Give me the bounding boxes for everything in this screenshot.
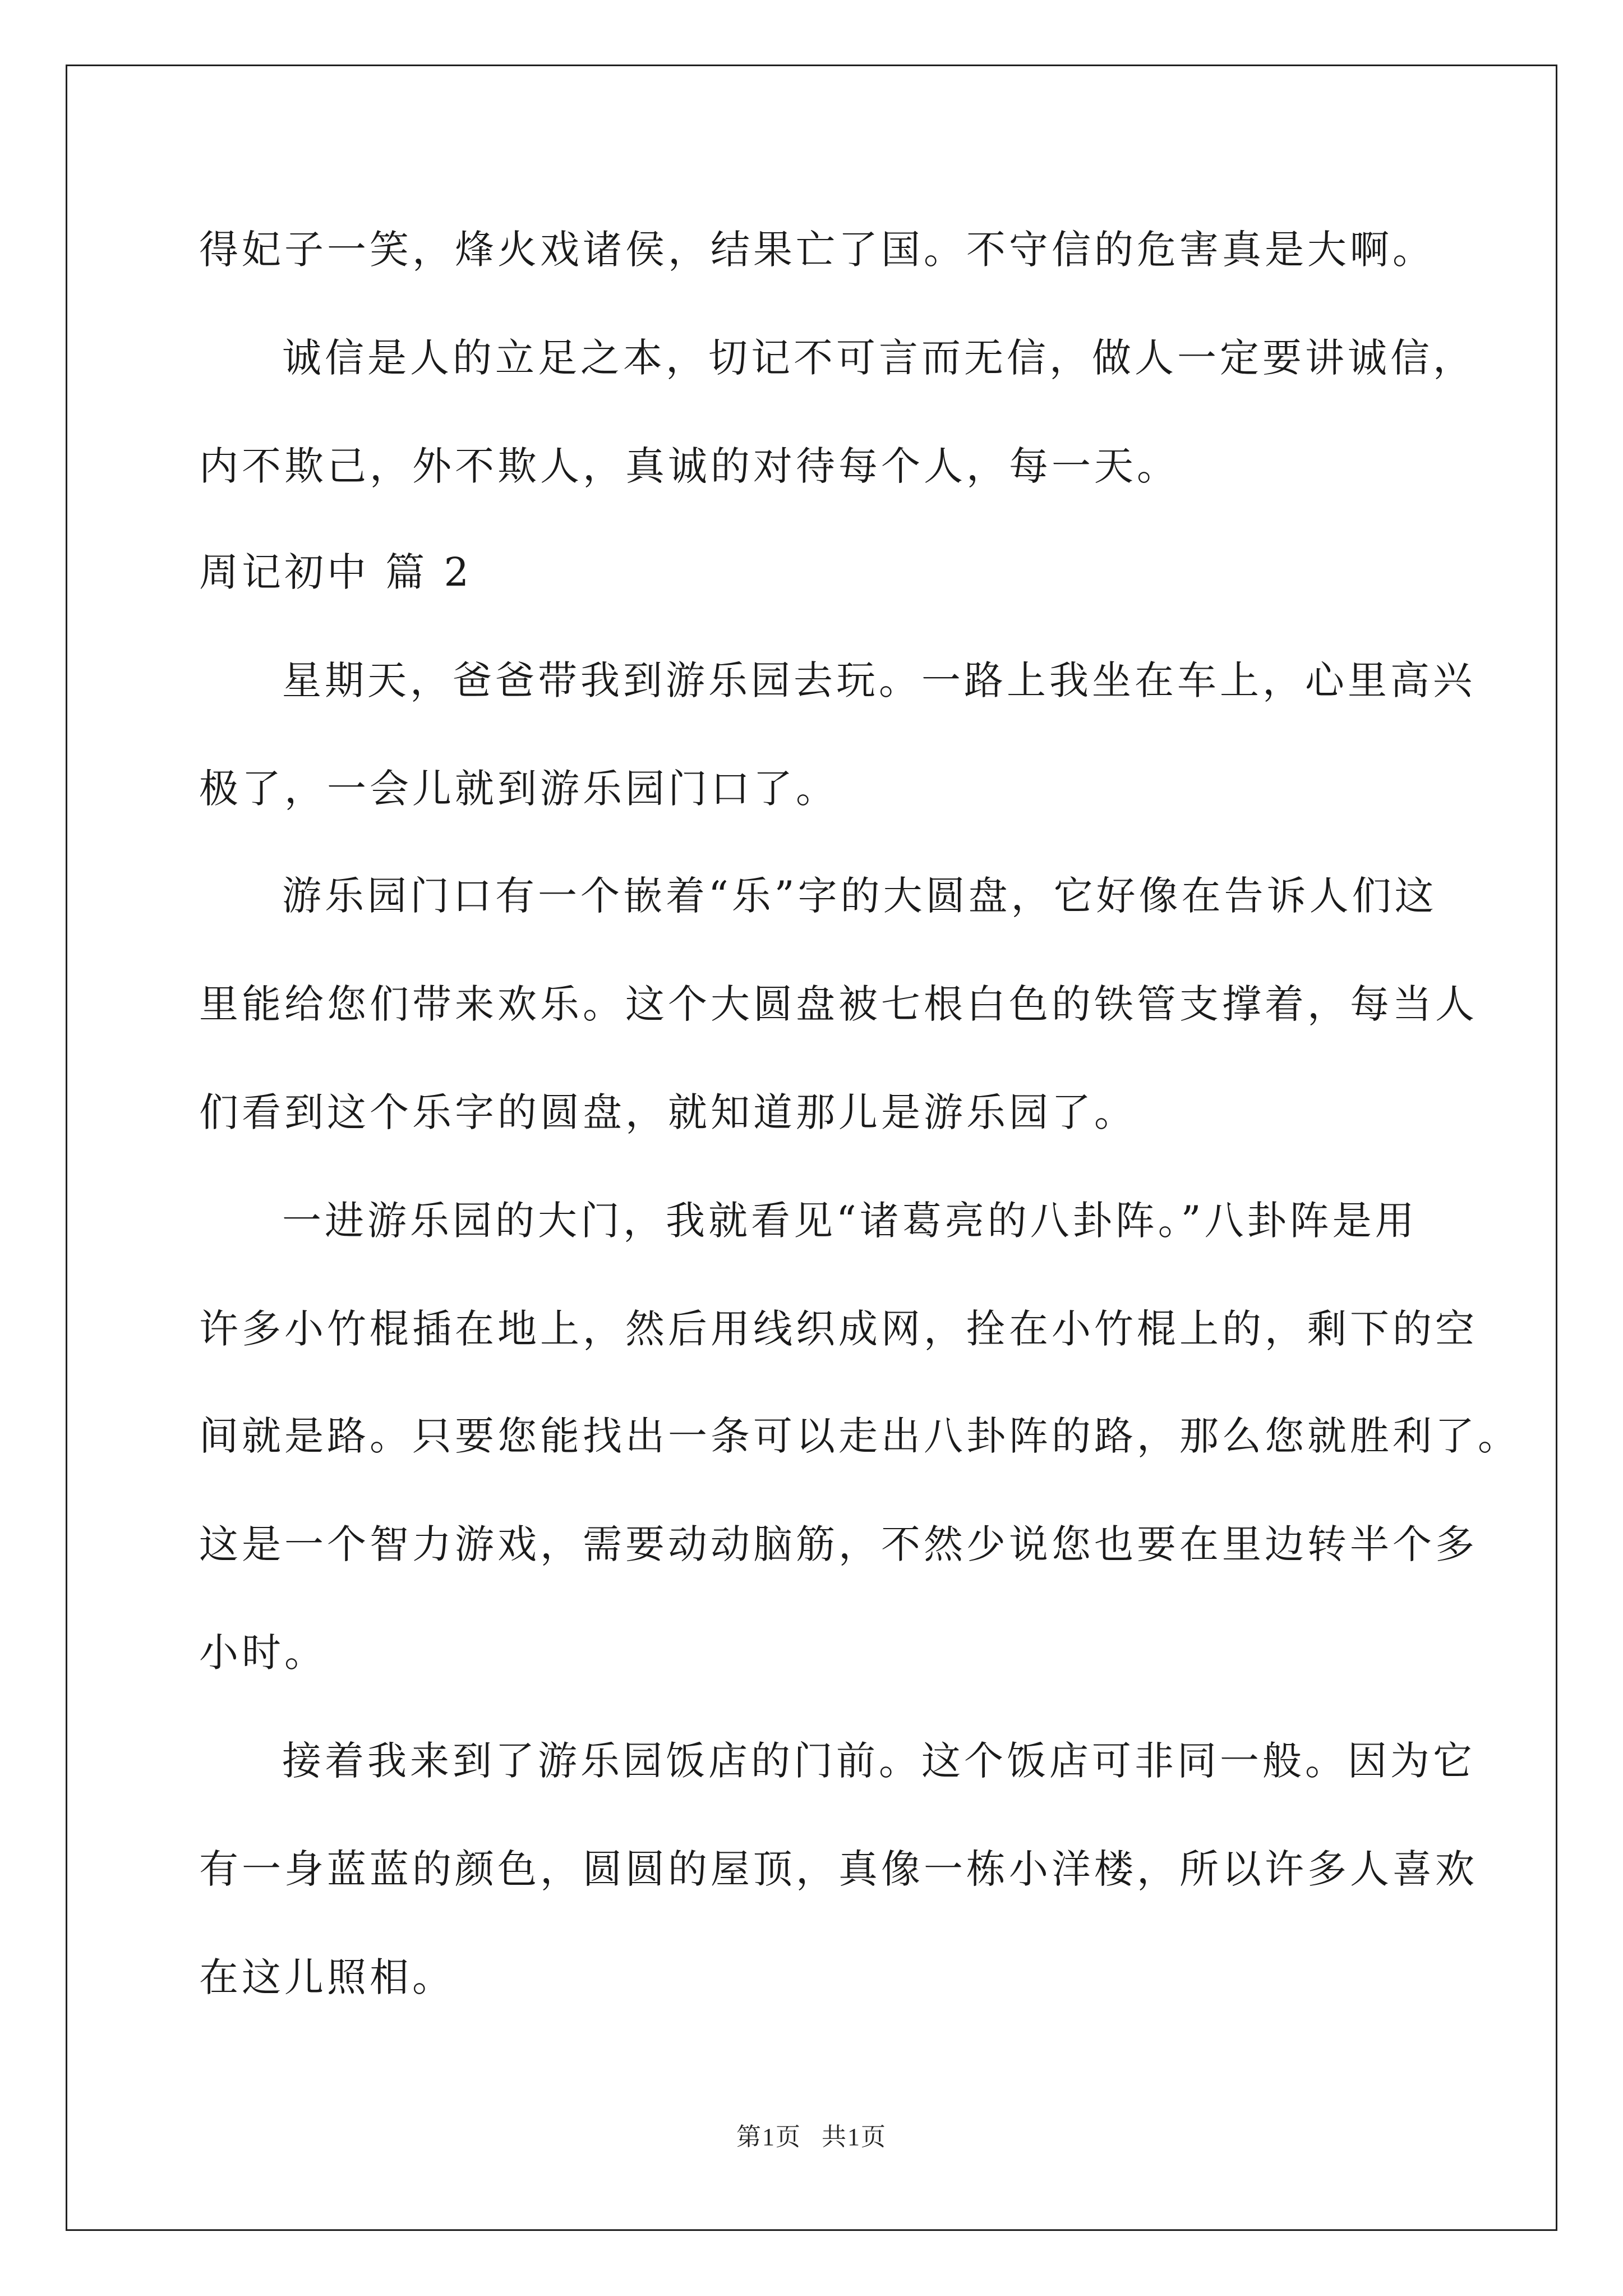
paragraph-line: 极了，一会儿就到游乐园门口了。 xyxy=(199,766,838,812)
paragraph-line: 们看到这个乐字的圆盘，就知道那儿是游乐园了。 xyxy=(199,1089,1137,1135)
page-border xyxy=(66,65,1557,2231)
paragraph-line: 星期天，爸爸带我到游乐园去玩。一路上我坐在车上，心里高兴 xyxy=(282,657,1476,703)
paragraph-line: 一进游乐园的大门，我就看见“诸葛亮的八卦阵。”八卦阵是用 xyxy=(282,1198,1418,1244)
paragraph-line: 诚信是人的立足之本，切记不可言而无信，做人一定要讲诚信， xyxy=(282,335,1476,381)
paragraph-line: 里能给您们带来欢乐。这个大圆盘被七根白色的铁管支撑着，每当人 xyxy=(199,981,1478,1027)
page-total: 共1页 xyxy=(822,2123,887,2151)
paragraph-line: 间就是路。只要您能找出一条可以走出八卦阵的路，那么您就胜利了。 xyxy=(199,1413,1520,1459)
paragraph-line: 接着我来到了游乐园饭店的门前。这个饭店可非同一般。因为它 xyxy=(282,1738,1476,1784)
paragraph-line: 内不欺己，外不欺人，真诚的对待每个人，每一天。 xyxy=(199,443,1179,489)
paragraph-line: 游乐园门口有一个嵌着“乐”字的大圆盘，它好像在告诉人们这 xyxy=(282,873,1437,919)
page-footer xyxy=(0,2116,1623,2152)
page-number: 第1页 xyxy=(736,2123,801,2151)
section-heading: 周记初中 篇 2 xyxy=(199,549,473,595)
paragraph-line: 许多小竹棍插在地上，然后用线织成网，拴在小竹棍上的，剩下的空 xyxy=(199,1306,1478,1352)
paragraph-line: 这是一个智力游戏，需要动动脑筋，不然少说您也要在里边转半个多 xyxy=(199,1521,1478,1567)
paragraph-line: 得妃子一笑，烽火戏诸侯，结果亡了国。不守信的危害真是大啊。 xyxy=(199,227,1435,273)
paragraph-line: 小时。 xyxy=(199,1630,327,1676)
paragraph-line: 有一身蓝蓝的颜色，圆圆的屋顶，真像一栋小洋楼，所以许多人喜欢 xyxy=(199,1846,1478,1892)
paragraph-line: 在这儿照相。 xyxy=(199,1954,455,2000)
